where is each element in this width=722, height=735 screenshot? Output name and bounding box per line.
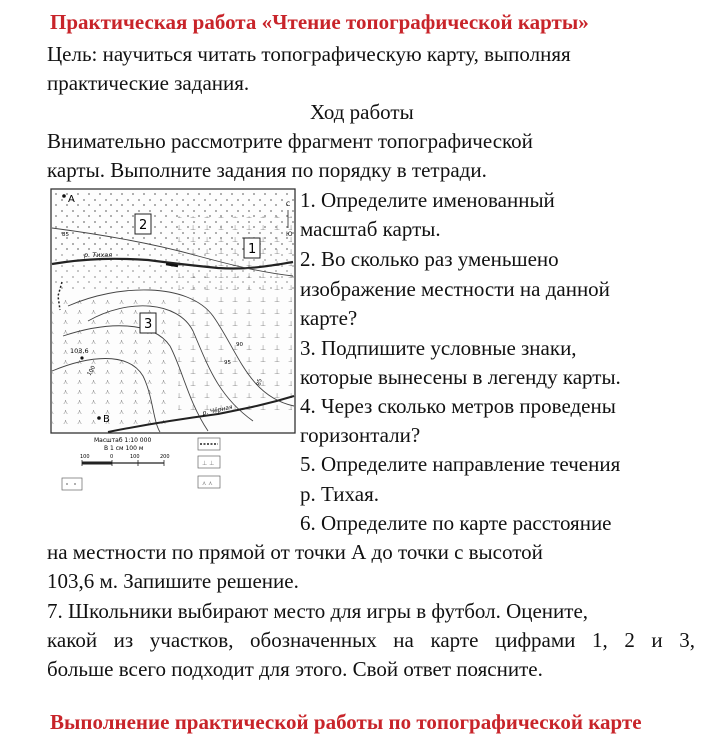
point-a: [62, 194, 66, 198]
task-1-line-2: масштаб карты.: [300, 217, 441, 241]
next-heading-text: Выполнение практической работы по топографической карте: [50, 710, 642, 734]
next-heading-cutoff: [50, 710, 710, 734]
point-a-label: А: [68, 194, 75, 205]
task-6-line-3: 103,6 м. Запишите решение.: [47, 569, 299, 593]
task-2-line-3: карте?: [300, 306, 358, 330]
task-5-line-2: р. Тихая.: [300, 482, 379, 506]
south-label: Ю: [286, 231, 293, 238]
task-5-line-1: 5. Определите направление течения: [300, 452, 621, 476]
scale-tick: 100: [130, 454, 140, 460]
task-6-line-1: 6. Определите по карте расстояние: [300, 511, 612, 535]
point-b-label: В: [103, 414, 110, 425]
task-7-line-2: какой из участков, обозначенных на карте цифрами 1, 2 и 3,: [47, 628, 695, 652]
contour-label-100: 100: [86, 364, 97, 377]
scale-sub: В 1 см 100 м: [104, 445, 144, 452]
task-4-line-1: 4. Через сколько метров проведены: [300, 394, 616, 418]
task-3-line-1: 3. Подпишите условные знаки,: [300, 336, 577, 360]
scale-bar: [82, 460, 164, 466]
task-2-line-2: изображение местности на данной: [300, 277, 610, 301]
goal-line-1: Цель: научиться читать топографическую карту, выполняя: [47, 42, 571, 66]
task-1-line-1: 1. Определите именованный: [300, 188, 555, 212]
intro-line-1: Внимательно рассмотрите фрагмент топографической: [47, 129, 533, 153]
svg-text:⊥ ⊥: ⊥ ⊥: [202, 460, 215, 467]
task-4-line-2: горизонтали?: [300, 423, 421, 447]
scale-tick: 200: [160, 454, 170, 460]
area-1-label: 1: [248, 242, 257, 257]
contour-label-95: 95: [224, 360, 231, 366]
intro-line-2: карты. Выполните задания по порядку в тетради.: [47, 158, 487, 182]
svg-text:⋏ ⋏: ⋏ ⋏: [202, 480, 213, 487]
task-3-line-2: которые вынесены в легенду карты.: [300, 365, 621, 389]
scale-tick: 0: [110, 454, 114, 460]
north-label: С: [286, 201, 291, 208]
river-tikhaya-label: р. Тихая: [84, 251, 113, 259]
legend-box-forest: [62, 478, 82, 490]
height-label: 103,6: [70, 347, 89, 355]
task-7-line-3: больше всего подходит для этого. Свой ответ поясните.: [47, 657, 543, 681]
topographic-map: [48, 186, 298, 496]
contour-label-85-right: 85: [256, 378, 264, 387]
river-chernaya-label: р. Чёрная: [201, 403, 234, 417]
area-2-label: 2: [139, 218, 148, 233]
contour-label-90: 90: [236, 342, 243, 348]
goal-line-2: практические задания.: [47, 71, 250, 95]
section-heading: Ход работы: [310, 100, 414, 124]
scale-title: Масштаб 1:10 000: [94, 437, 152, 444]
task-2-line-1: 2. Во сколько раз уменьшено: [300, 247, 559, 271]
scale-tick: 100: [80, 454, 90, 460]
height-point: [80, 356, 83, 359]
contour-label-85: 85: [62, 232, 69, 238]
page-title: Практическая работа «Чтение топографической карты»: [50, 10, 589, 34]
point-b: [97, 416, 101, 420]
task-6-line-2: на местности по прямой от точки А до точки с высотой: [47, 540, 543, 564]
area-3-label: 3: [144, 317, 153, 332]
meadow-area: [178, 216, 292, 416]
task-7-line-1: 7. Школьники выбирают место для игры в футбол. Оцените,: [47, 599, 589, 623]
